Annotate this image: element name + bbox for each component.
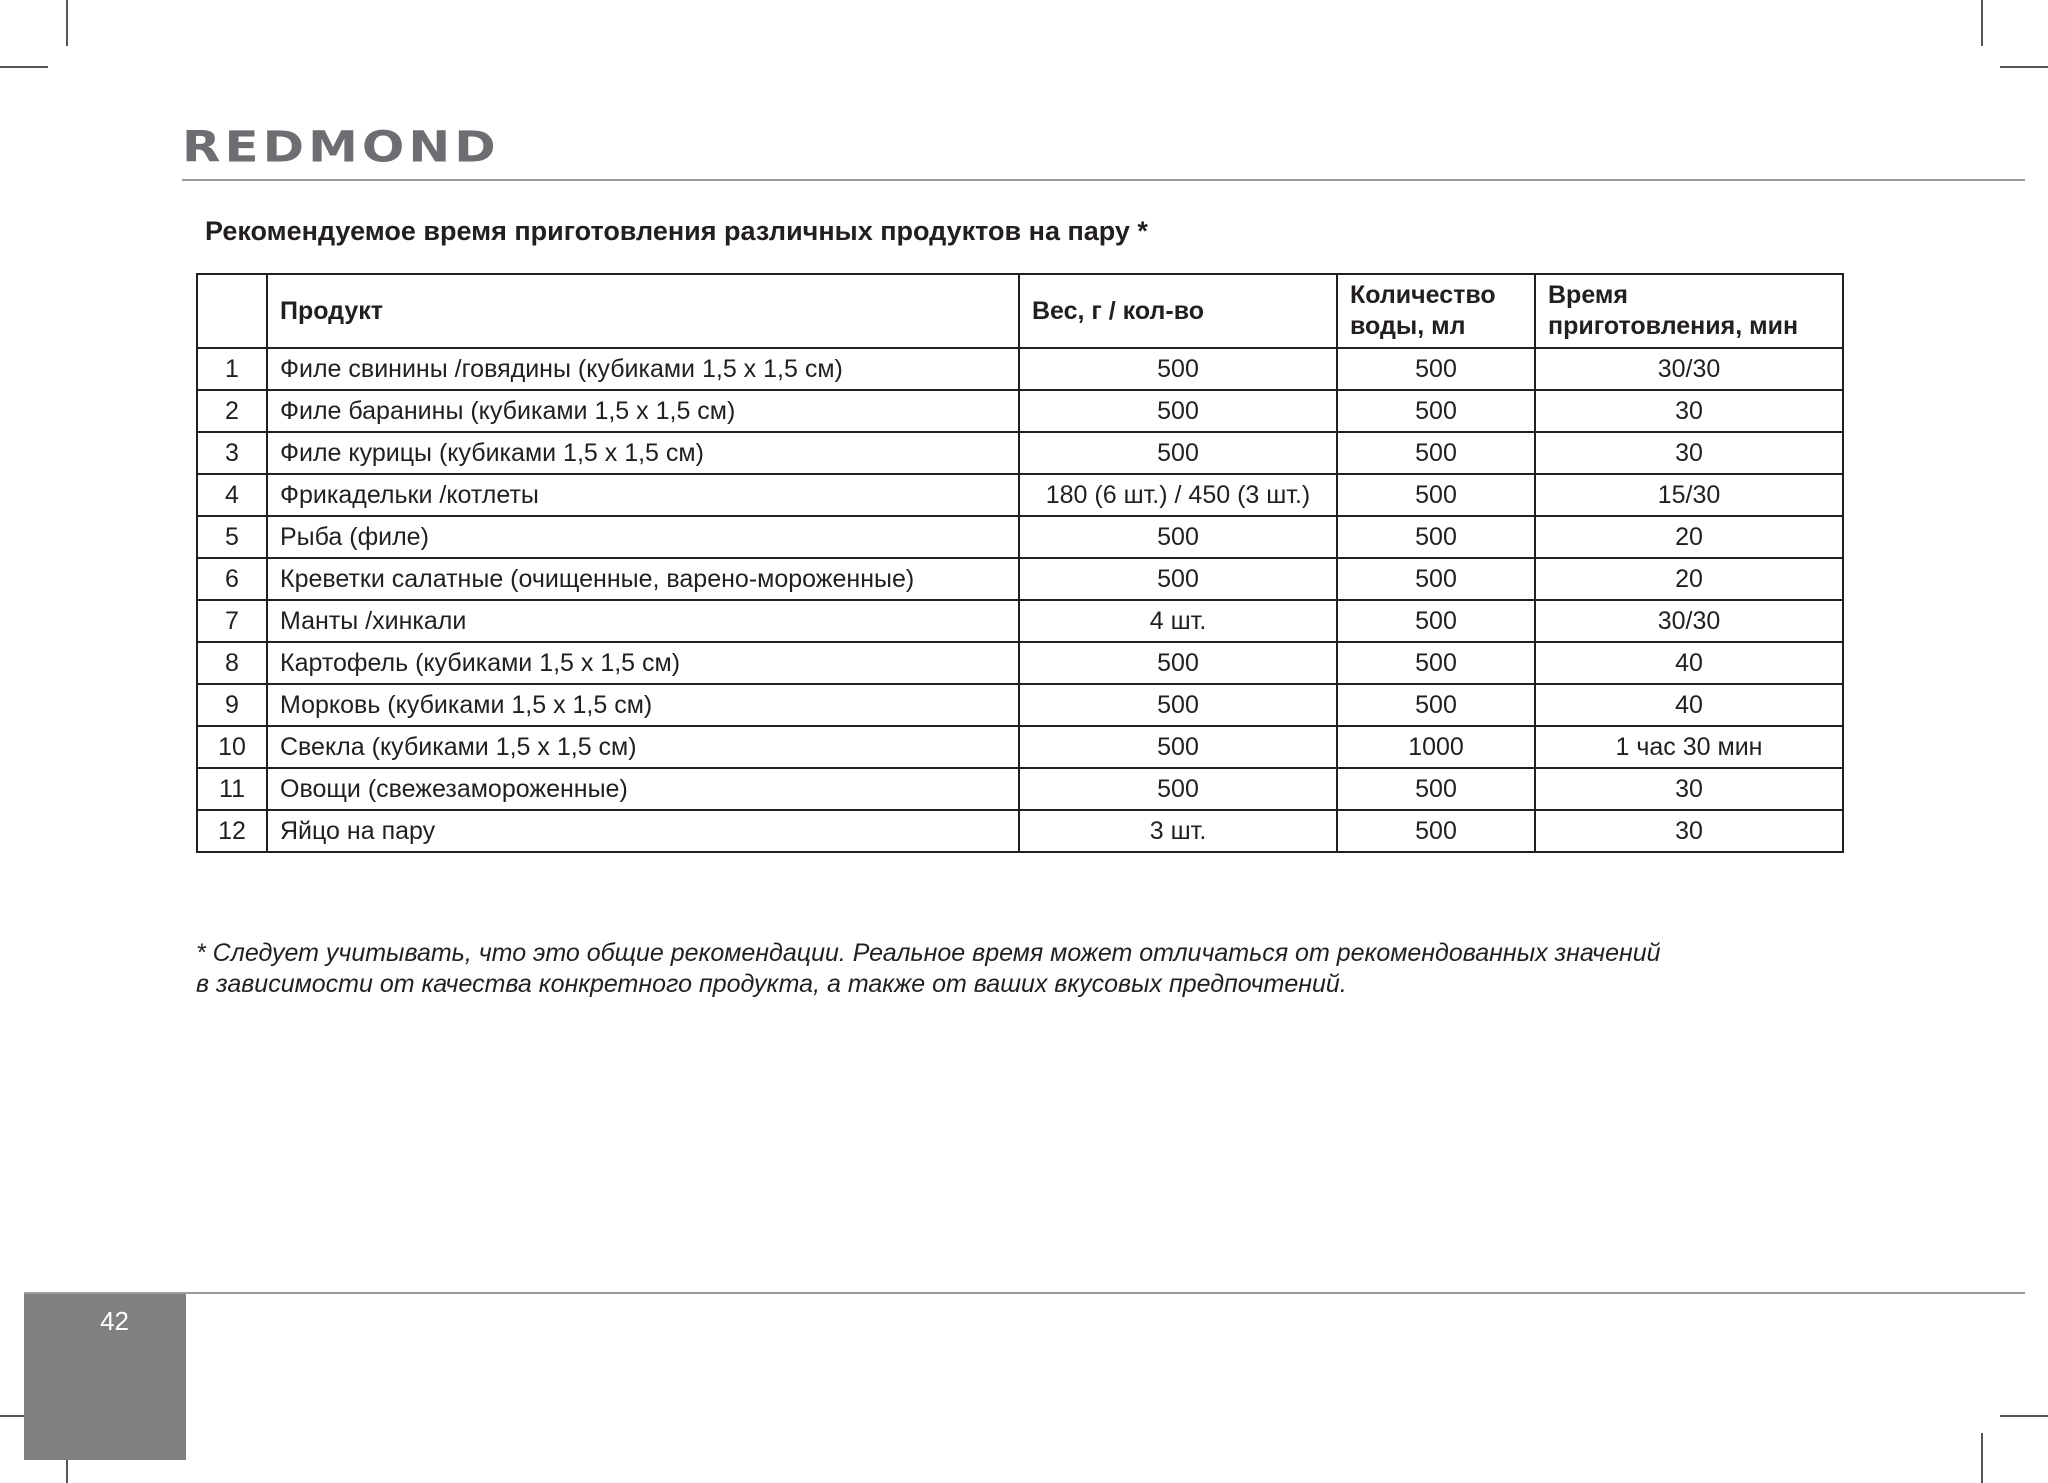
row-number: 11 bbox=[197, 768, 267, 810]
water-value: 500 bbox=[1337, 558, 1535, 600]
table-header-row bbox=[197, 274, 1843, 348]
time-value: 15/30 bbox=[1535, 474, 1843, 516]
header-product: Продукт bbox=[267, 274, 1019, 348]
header-time bbox=[1535, 274, 1843, 348]
row-number: 10 bbox=[197, 726, 267, 768]
product-name: Филе курицы (кубиками 1,5 х 1,5 см) bbox=[267, 432, 1019, 474]
weight-value: 500 bbox=[1019, 348, 1337, 390]
row-number: 3 bbox=[197, 432, 267, 474]
product-name: Рыба (филе) bbox=[267, 516, 1019, 558]
page-title: Рекомендуемое время приготовления различных продуктов на пару * bbox=[205, 216, 1148, 246]
weight-value: 500 bbox=[1019, 516, 1337, 558]
time-value: 40 bbox=[1535, 684, 1843, 726]
water-value: 500 bbox=[1337, 684, 1535, 726]
footnote-line1: * Следует учитывать, что это общие рекомендации. Реальное время может отличаться от рекомендованных значений bbox=[196, 939, 1661, 967]
row-number: 5 bbox=[197, 516, 267, 558]
product-name: Креветки салатные (очищенные, варено-мороженные) bbox=[267, 558, 1019, 600]
table-row bbox=[197, 642, 1843, 684]
table-row bbox=[197, 558, 1843, 600]
table-row bbox=[197, 516, 1843, 558]
crop-mark bbox=[2000, 66, 2048, 68]
water-value: 500 bbox=[1337, 810, 1535, 852]
header-water-line2: воды, мл bbox=[1350, 312, 1466, 340]
crop-mark bbox=[1981, 0, 1983, 46]
weight-value: 500 bbox=[1019, 558, 1337, 600]
product-name: Яйцо на пару bbox=[267, 810, 1019, 852]
weight-value: 3 шт. bbox=[1019, 810, 1337, 852]
weight-value: 4 шт. bbox=[1019, 600, 1337, 642]
product-name: Манты /хинкали bbox=[267, 600, 1019, 642]
page-number-block bbox=[24, 1294, 186, 1460]
weight-value: 500 bbox=[1019, 642, 1337, 684]
weight-value: 500 bbox=[1019, 768, 1337, 810]
row-number: 8 bbox=[197, 642, 267, 684]
row-number: 12 bbox=[197, 810, 267, 852]
table-row bbox=[197, 810, 1843, 852]
header-water bbox=[1337, 274, 1535, 348]
header-divider bbox=[182, 179, 2025, 181]
product-name: Фрикадельки /котлеты bbox=[267, 474, 1019, 516]
water-value: 500 bbox=[1337, 390, 1535, 432]
time-value: 30/30 bbox=[1535, 348, 1843, 390]
steam-cooking-table bbox=[196, 273, 1844, 853]
weight-value: 500 bbox=[1019, 432, 1337, 474]
product-name: Картофель (кубиками 1,5 х 1,5 см) bbox=[267, 642, 1019, 684]
time-value: 30 bbox=[1535, 768, 1843, 810]
header-time-line2: приготовления, мин bbox=[1548, 312, 1799, 340]
table-row bbox=[197, 726, 1843, 768]
header-time-line1: Время bbox=[1548, 281, 1628, 309]
water-value: 1000 bbox=[1337, 726, 1535, 768]
weight-value: 500 bbox=[1019, 726, 1337, 768]
time-value: 20 bbox=[1535, 558, 1843, 600]
page-number: 42 bbox=[100, 1306, 129, 1336]
row-number: 1 bbox=[197, 348, 267, 390]
brand-logo: REDMOND bbox=[182, 122, 500, 172]
time-value: 30 bbox=[1535, 432, 1843, 474]
row-number: 2 bbox=[197, 390, 267, 432]
time-value: 30/30 bbox=[1535, 600, 1843, 642]
water-value: 500 bbox=[1337, 642, 1535, 684]
time-value: 40 bbox=[1535, 642, 1843, 684]
footnote-line2: в зависимости от качества конкретного продукта, а также от ваших вкусовых предпочтений. bbox=[196, 970, 1347, 998]
crop-mark bbox=[2000, 1415, 2048, 1417]
water-value: 500 bbox=[1337, 474, 1535, 516]
product-name: Свекла (кубиками 1,5 х 1,5 см) bbox=[267, 726, 1019, 768]
header-num bbox=[197, 274, 267, 348]
table-row bbox=[197, 768, 1843, 810]
crop-mark bbox=[0, 66, 48, 68]
header-weight: Вес, г / кол-во bbox=[1019, 274, 1337, 348]
weight-value: 500 bbox=[1019, 390, 1337, 432]
table-row bbox=[197, 390, 1843, 432]
product-name: Филе баранины (кубиками 1,5 х 1,5 см) bbox=[267, 390, 1019, 432]
product-name: Овощи (свежезамороженные) bbox=[267, 768, 1019, 810]
weight-value: 180 (6 шт.) / 450 (3 шт.) bbox=[1019, 474, 1337, 516]
water-value: 500 bbox=[1337, 432, 1535, 474]
row-number: 6 bbox=[197, 558, 267, 600]
row-number: 4 bbox=[197, 474, 267, 516]
water-value: 500 bbox=[1337, 516, 1535, 558]
crop-mark bbox=[66, 0, 68, 46]
row-number: 9 bbox=[197, 684, 267, 726]
time-value: 1 час 30 мин bbox=[1535, 726, 1843, 768]
row-number: 7 bbox=[197, 600, 267, 642]
time-value: 30 bbox=[1535, 390, 1843, 432]
table-row bbox=[197, 348, 1843, 390]
water-value: 500 bbox=[1337, 348, 1535, 390]
weight-value: 500 bbox=[1019, 684, 1337, 726]
footnote bbox=[196, 938, 1661, 1000]
header-water-line1: Количество bbox=[1350, 281, 1496, 309]
time-value: 20 bbox=[1535, 516, 1843, 558]
table-row bbox=[197, 474, 1843, 516]
water-value: 500 bbox=[1337, 768, 1535, 810]
table-row bbox=[197, 600, 1843, 642]
footer-divider bbox=[24, 1292, 2025, 1294]
time-value: 30 bbox=[1535, 810, 1843, 852]
product-name: Морковь (кубиками 1,5 х 1,5 см) bbox=[267, 684, 1019, 726]
table-row bbox=[197, 432, 1843, 474]
table-row bbox=[197, 684, 1843, 726]
water-value: 500 bbox=[1337, 600, 1535, 642]
product-name: Филе свинины /говядины (кубиками 1,5 х 1,5 см) bbox=[267, 348, 1019, 390]
crop-mark bbox=[1981, 1433, 1983, 1483]
